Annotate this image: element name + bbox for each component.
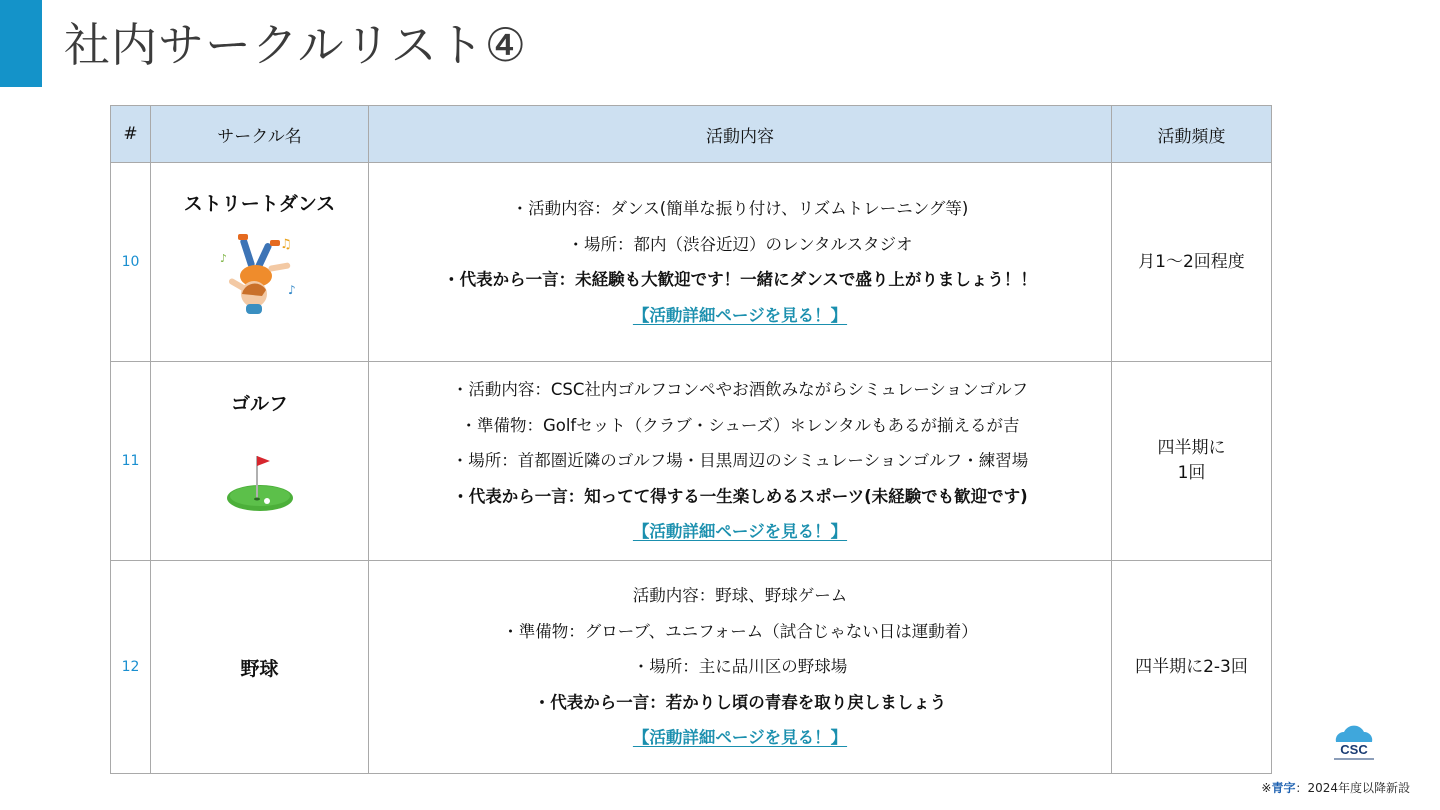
- circle-name-cell: [151, 163, 369, 362]
- circle-table: [110, 105, 1272, 774]
- representative-comment: ・代表から一言：若かりし頃の青春を取り戻しましょう: [533, 692, 947, 712]
- activity-line: ・活動内容：ダンス(簡単な振り付け、リズムトレーニング等): [511, 199, 969, 218]
- equipment-line: ・準備物：グローブ、ユニフォーム（試合じゃない日は運動着）: [502, 621, 978, 641]
- street-dance-illustration: [210, 230, 310, 330]
- row-number: 12: [111, 561, 151, 774]
- activity-detail-link[interactable]: 【活動詳細ページを見る！】: [632, 522, 848, 542]
- table-header-row: [111, 106, 1272, 163]
- activity-cell: [369, 163, 1112, 362]
- equipment-line: ・準備物：Golfセット（クラブ・シューズ）＊レンタルもあるが揃えるが吉: [460, 415, 1020, 435]
- golf-green-illustration: [224, 450, 296, 514]
- activity-detail-link[interactable]: 【活動詳細ページを見る！】: [632, 305, 848, 325]
- representative-comment: ・代表から一言：知ってて得する一生楽しめるスポーツ(未経験でも歓迎です): [452, 486, 1028, 506]
- circle-name-cell: [151, 362, 369, 561]
- svg-text:♪: ♪: [287, 282, 296, 297]
- activity-cell: [369, 561, 1112, 774]
- frequency-text-line-2: 1回: [1177, 463, 1206, 483]
- table-row: [111, 362, 1272, 561]
- footnote-text: ：2024年度以降新設: [1295, 781, 1410, 795]
- svg-text:♪: ♪: [219, 251, 227, 265]
- column-header-activity: 活動内容: [369, 106, 1112, 163]
- footnote-mark: ※: [1261, 781, 1272, 795]
- circle-name-cell: [151, 561, 369, 774]
- svg-text:♫: ♫: [279, 236, 292, 252]
- column-header-number: #: [111, 106, 151, 163]
- frequency-text-line-1: 四半期に: [1157, 438, 1226, 458]
- column-header-circle-name: サークル名: [151, 106, 369, 163]
- logo-text: CSC: [1340, 742, 1368, 757]
- footnote: [1261, 779, 1410, 796]
- row-number: 10: [111, 163, 151, 362]
- cloud-logo-icon: [1326, 718, 1382, 766]
- activity-line: ・活動内容：CSC社内ゴルフコンペやお酒飲みながらシミュレーションゴルフ: [451, 380, 1029, 400]
- location-line: ・場所：首都圏近隣のゴルフ場・目黒周辺のシミュレーションゴルフ・練習場: [451, 451, 1029, 471]
- frequency-text: 月1～2回程度: [1138, 251, 1245, 272]
- circle-name: ゴルフ: [230, 392, 288, 415]
- row-number: 11: [111, 362, 151, 561]
- table-row: [111, 561, 1272, 774]
- location-line: ・場所：主に品川区の野球場: [632, 657, 848, 677]
- page-title: 社内サークルリスト④: [64, 18, 527, 72]
- frequency-cell: [1112, 362, 1272, 561]
- circle-name: 野球: [240, 657, 279, 680]
- circle-name: ストリートダンス: [183, 192, 336, 215]
- frequency-text: 四半期に2-3回: [1135, 656, 1248, 677]
- column-header-frequency: 活動頻度: [1112, 106, 1272, 163]
- activity-line: 活動内容：野球、野球ゲーム: [632, 586, 848, 606]
- activity-detail-link[interactable]: 【活動詳細ページを見る！】: [632, 728, 848, 748]
- title-accent-bar: [0, 0, 42, 87]
- representative-comment: ・代表から一言：未経験も大歓迎です！一緒にダンスで盛り上がりましょう！！: [443, 270, 1037, 289]
- location-line: ・場所：都内（渋谷近辺）のレンタルスタジオ: [567, 234, 913, 254]
- frequency-cell: [1112, 163, 1272, 362]
- table-row: [111, 163, 1272, 362]
- frequency-cell: [1112, 561, 1272, 774]
- footnote-blue-text: 青字: [1271, 781, 1296, 795]
- activity-cell: [369, 362, 1112, 561]
